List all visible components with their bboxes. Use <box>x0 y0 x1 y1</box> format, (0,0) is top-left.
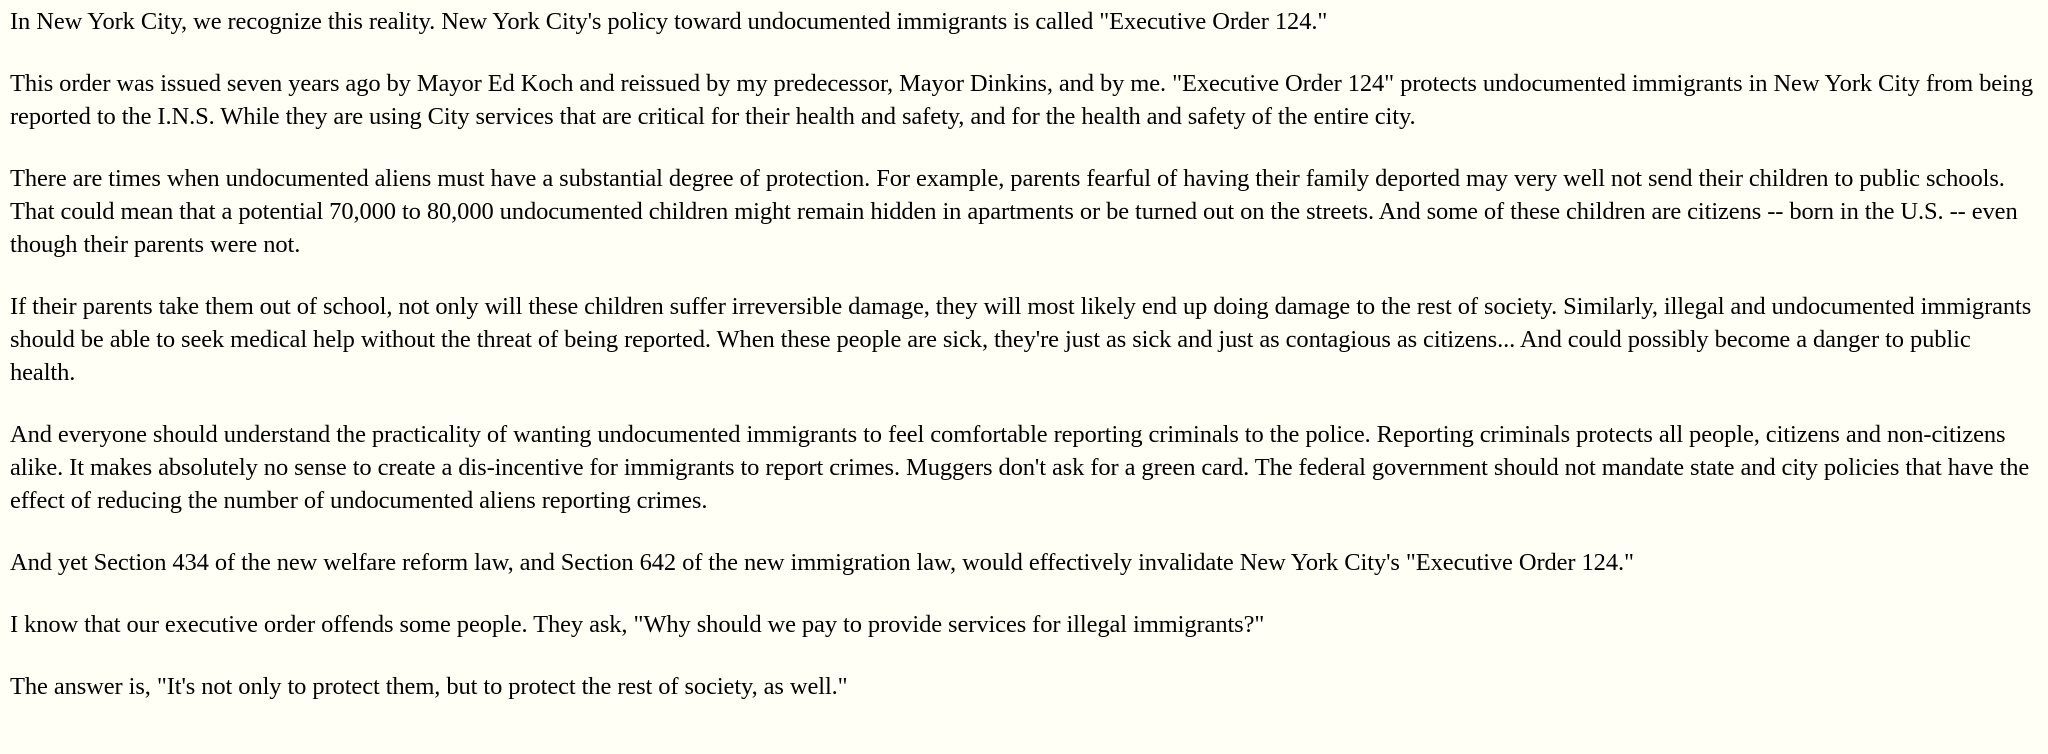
paragraph-reporting-crimes: And everyone should understand the practicality of wanting undocumented immigrants to feel comfortable reporting criminals to the police. Reporting criminals protects all people, citizens and non-citizens alike. It makes absolutely no sense to create a dis-incentive for immigrants to report crimes. Muggers don't ask for a green card. The federal government should not mandate state and city policies that have the effect of reducing the number of undocumented aliens reporting crimes. <box>10 421 2030 514</box>
paragraph-objection: I know that our executive order offends some people. They ask, "Why should we pay to provide services for illegal immigrants?" <box>10 611 1265 638</box>
paragraph-executive-order-intro: In New York City, we recognize this reality. New York City's policy toward undocumented immigrants is called "Executive Order 124." <box>10 8 1328 35</box>
paragraph-school-and-health: If their parents take them out of school, not only will these children suffer irreversible damage, they will most likely end up doing damage to the rest of society. Similarly, illegal and undocumented immigrants should be able to seek medical help without the threat of being reported. When these people are sick, they're just as sick and just as contagious as citizens... And could possibly become a danger to public health. <box>10 293 2032 386</box>
paragraph-federal-laws: And yet Section 434 of the new welfare reform law, and Section 642 of the new immigration law, would effectively invalidate New York City's "Executive Order 124." <box>10 549 1634 576</box>
paragraph-answer: The answer is, "It's not only to protect them, but to protect the rest of society, as well." <box>10 673 848 700</box>
paragraph-protection-need: There are times when undocumented aliens must have a substantial degree of protection. For example, parents fearful of having their family deported may very well not send their children to public schools. That could mean that a potential 70,000 to 80,000 undocumented children might remain hidden in apartments or be turned out on the streets. And some of these children are citizens -- born in the U.S. -- even though their parents were not. <box>10 165 2018 258</box>
paragraph-order-history: This order was issued seven years ago by Mayor Ed Koch and reissued by my predecessor, Mayor Dinkins, and by me. "Executive Order 124" protects undocumented immigrants in New York City from being reported to the I.N.S. While they are using City services that are critical for their health and safety, and for the health and safety of the entire city. <box>10 70 2034 130</box>
